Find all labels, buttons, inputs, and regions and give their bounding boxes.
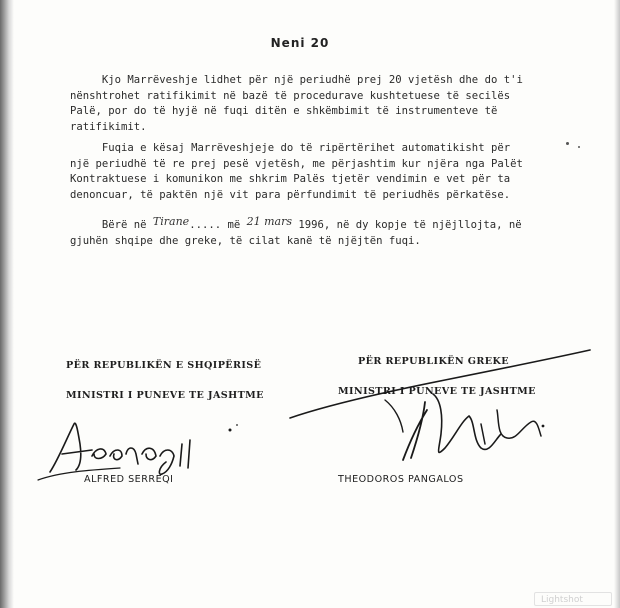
paragraph-line: Kjo Marrëveshje lidhet për një periudhë prej 20 vjetësh dhe do t'i xyxy=(70,74,523,86)
dotted-fill: ..... xyxy=(189,219,222,231)
greece-signatory-name: THEODOROS PANGALOS xyxy=(338,474,464,485)
paragraph-line xyxy=(70,217,570,234)
scan-speck xyxy=(578,146,580,148)
paragraph-line: një periudhë të re prej pesë vjetësh, me përjashtim kur njëra nga Palët xyxy=(70,157,523,170)
scan-right-shadow xyxy=(614,0,620,608)
albania-signatory-name: ALFRED SERREQI xyxy=(84,474,174,485)
greece-ministry-title: MINISTRI I PUNEVE TE JASHTME xyxy=(338,386,536,397)
scan-speck xyxy=(566,142,569,145)
paragraph-duration xyxy=(70,73,570,135)
signing-suffix: 1996, në dy kopje të njëjllojta, në xyxy=(291,219,522,231)
albania-ministry-title: MINISTRI I PUNEVE TE JASHTME xyxy=(66,390,264,401)
greece-republic-title: PËR REPUBLIKËN GREKE xyxy=(358,356,509,367)
paragraph-line: Kontraktuese i komunikon me shkrim Palës tjetër vendimin e vet për ta xyxy=(70,173,511,185)
paragraph-line: nënshtrohet ratifikimit në bazë të procedurave kushtetuese të secilës xyxy=(70,89,511,102)
paragraph-line: denoncuar, të paktën një vit para përfundimit të periudhës përkatëse. xyxy=(70,188,511,201)
paragraph-line: Fuqia e kësaj Marrëveshjeje do të ripërtërihet automatikisht për xyxy=(70,142,511,154)
paragraph-line: Palë, por do të hyjë në fuqi ditën e shkëmbimit të instrumenteve të xyxy=(70,105,498,117)
signing-middle: më xyxy=(221,219,247,231)
lightshot-watermark: Lightshot xyxy=(534,592,612,606)
handwritten-date: 21 mars xyxy=(246,215,292,228)
paragraph-signing xyxy=(70,217,570,249)
scan-speck xyxy=(236,424,238,426)
signing-prefix: Bërë në xyxy=(70,219,153,231)
paragraph-line: ratifikimit. xyxy=(70,120,147,133)
greece-signature xyxy=(285,340,605,480)
albania-republic-title: PËR REPUBLIKËN E SHQIPËRISË xyxy=(66,360,262,371)
paragraph-line: gjuhën shqipe dhe greke, të cilat kanë të njëjtën fuqi. xyxy=(70,234,421,247)
handwritten-place: Tirane xyxy=(152,215,190,228)
article-heading: Neni 20 xyxy=(270,36,330,50)
paragraph-renewal xyxy=(70,141,570,203)
scan-left-shadow xyxy=(0,0,14,608)
